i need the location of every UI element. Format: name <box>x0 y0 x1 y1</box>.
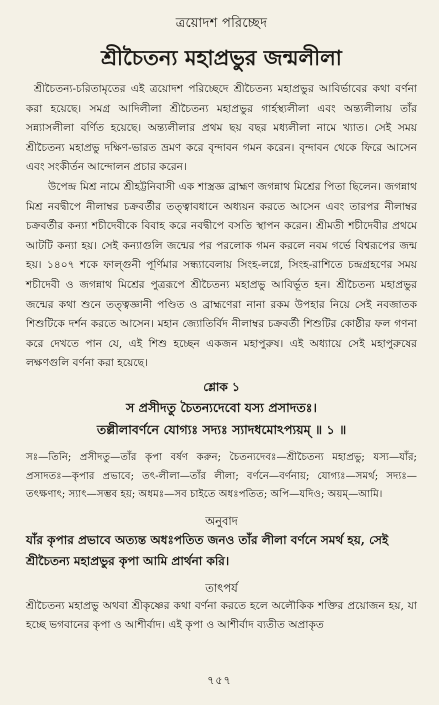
summary-paragraph: উপেন্দ্র মিশ্র নামে শ্রীহট্টনিবাসী এক শাস্ত্রজ্ঞ ব্রাহ্মণ জগন্নাথ মিশ্রের পিতা ছিলেন। জগন্নাথ মিশ্র নবদ্বীপে নীলাম্বর চক্রবর্তীর তত্ত্বাবধানে অধ্যয়ন করতে আসেন এবং তারপর নীলাম্বর চক্রবর্তীর কন্যা শচীদেবীকে বিবাহ করে নবদ্বীপে বসতি স্থাপন করেন। শ্রীমতী শচীদেবীর প্রথমে আটটি কন্যা হয়। সেই কন্যাগুলি জন্মের পর পরলোক গমন করলে নবম গর্ভে বিশ্বরূপের জন্ম হয়। ১৪০৭ শকে ফাল্গুনী পূর্ণিমার সন্ধ্যাবেলায় সিংহ-লগ্নে, সিংহ-রাশিতে চন্দ্রগ্রহণের সময় শচীদেবী ও জগন্নাথ মিশ্রের পুত্ররূপে শ্রীচৈতন্য মহাপ্রভু আবির্ভূত হন। শ্রীচৈতন্য মহাপ্রভুর জন্মের কথা শুনে তত্ত্বজ্ঞানী পণ্ডিত ও ব্রাহ্মণেরা নানা রকম উপহার নিয়ে সেই নবজাতক শিশুটিকে দর্শন করতে আসেন। মহান জ্যোতির্বিদ নীলাম্বর চক্রবর্তী শিশুটির কোষ্ঠীর ফল গণনা করে দেখতে পান যে, এই শিশু হচ্ছেন একজন মহাপুরুষ। এই অধ্যায়ে সেই মহাপুরুষের লক্ষণগুলি বর্ণনা করা হয়েছে। <box>26 180 417 370</box>
page-number: ৭৫৭ <box>207 674 232 687</box>
chapter-label: ত্রয়োদশ পরিচ্ছেদ <box>175 16 268 31</box>
word-synonyms: সঃ—তিনি; প্রসীদতু—তাঁর কৃপা বর্ষণ করুন; চৈতন্যদেবঃ—শ্রীচৈতন্য মহাপ্রভু; যস্য—যাঁর; প্রসাদতঃ—কৃপার প্রভাবে; তৎ-লীলা—তাঁর লীলা; বর্ণনে—বর্ণনায়; যোগ্যঃ—সমর্থ; সদ্যঃ—তৎক্ষণাৎ; স্যাৎ—সম্ভব হয়; অধমঃ—সব চাইতে অধঃপতিত; অপি—যদিও; অয়ম্—আমি। <box>26 451 417 501</box>
translation-text: যাঁর কৃপার প্রভাবে অত্যন্ত অধঃপতিত জনও তাঁর লীলা বর্ণনে সমর্থ হয়, সেই শ্রীচৈতন্য মহাপ্রভুর কৃপা আমি প্রার্থনা করি। <box>26 532 389 568</box>
verse-line-2: তল্লীলাবর্ণনে যোগ্যঃ সদ্যঃ স্যাদধমোঽপ্যয়ম্ ॥ ১ ॥ <box>96 421 347 437</box>
purport-text: শ্রীচৈতন্য মহাপ্রভু অথবা শ্রীকৃষ্ণের কথা বর্ণনা করতে হলে অলৌকিক শক্তির প্রয়োজন হয়, যা হচ্ছে ভগবানের কৃপা ও আশীর্বাদ। এই কৃপা ও আশীর্বাদ ব্যতীত অপ্রাকৃত <box>26 599 417 632</box>
purport-heading: তাৎপর্য <box>205 580 238 595</box>
verse-line-1: স প্রসীদতু চৈতন্যদেবো যস্য প্রসাদতঃ। <box>125 399 318 415</box>
translation-heading: অনুবাদ <box>205 513 238 528</box>
chapter-title: শ্রীচৈতন্য মহাপ্রভুর জন্মলীলা <box>101 45 342 70</box>
intro-paragraph: শ্রীচৈতন্য-চরিতামৃতের এই ত্রয়োদশ পরিচ্ছেদে শ্রীচৈতন্য মহাপ্রভুর আবির্ভাবের কথা বর্ণনা করা হয়েছে। সমগ্র আদিলীলা শ্রীচৈতন্য মহাপ্রভুর গার্হস্থ্যলীলা এবং অন্ত্যলীলায় তাঁর সন্ন্যাসলীলা বর্ণিত হয়েছে। অন্ত্যলীলার প্রথম ছয় বছর মধ্যলীলা নামে খ্যাত। সেই সময় শ্রীচৈতন্য মহাপ্রভু দক্ষিণ-ভারত ভ্রমণ করে বৃন্দাবন গমন করেন। বৃন্দাবন থেকে ফিরে আসেন এবং সংকীর্তন আন্দোলন প্রচার করেন। <box>26 83 417 174</box>
verse-heading: শ্লোক ১ <box>203 379 240 394</box>
